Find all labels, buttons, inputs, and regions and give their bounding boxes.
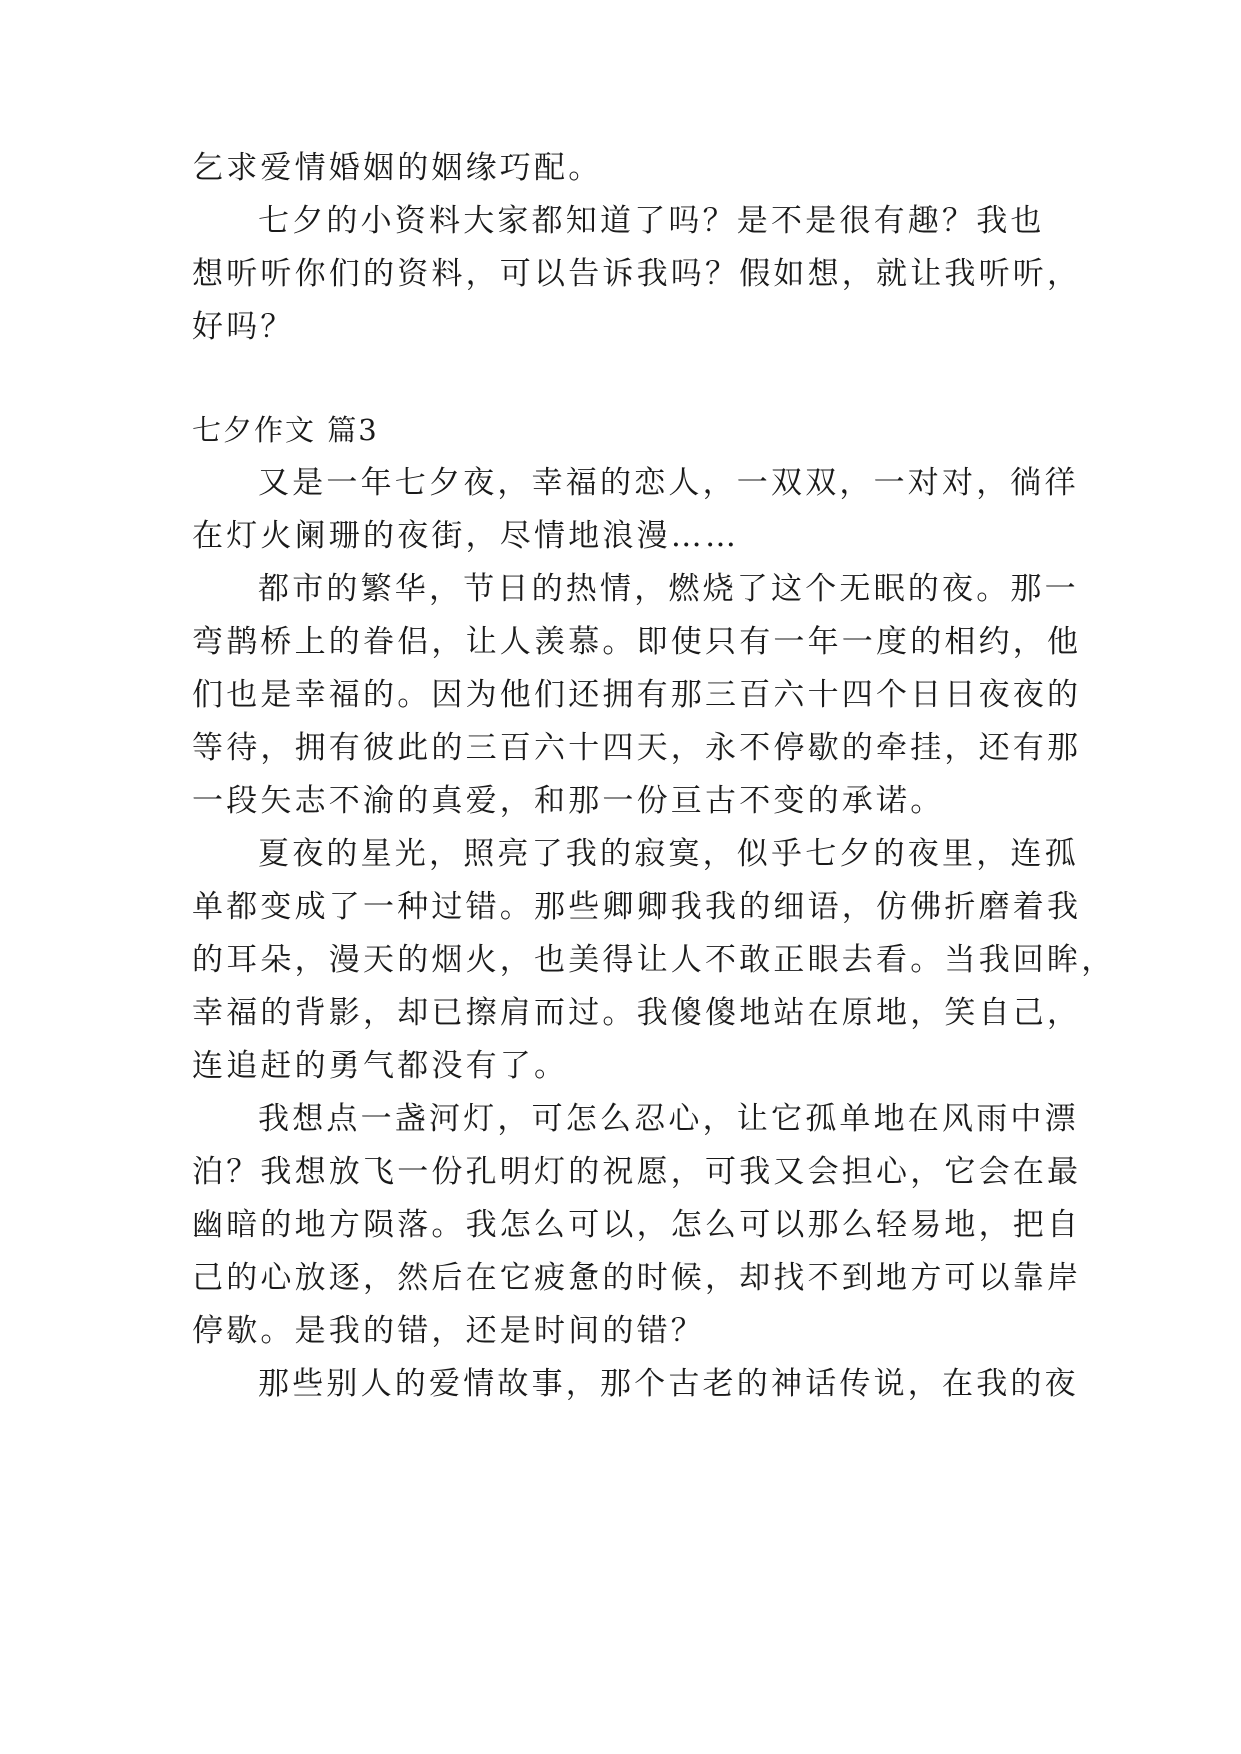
body-text-line: 夏夜的星光，照亮了我的寂寞，似乎七夕的夜里，连孤 (258, 836, 1079, 872)
body-text-line: 那些别人的爱情故事，那个古老的神话传说，在我的夜 (258, 1366, 1079, 1402)
body-text-line: 的耳朵，漫天的烟火，也美得让人不敢正眼去看。当我回眸， (192, 942, 1116, 978)
body-text-line: 幽暗的地方陨落。我怎么可以，怎么可以那么轻易地，把自 (192, 1207, 1082, 1243)
body-text-line: 停歇。是我的错，还是时间的错？ (192, 1313, 705, 1349)
body-text-line: 七夕的小资料大家都知道了吗？是不是很有趣？我也 (258, 203, 1045, 239)
body-text-line: 单都变成了一种过错。那些卿卿我我的细语，仿佛折磨着我 (192, 889, 1082, 925)
body-text-line: 我想点一盏河灯，可怎么忍心，让它孤单地在风雨中漂 (258, 1101, 1079, 1137)
body-text-line: 想听听你们的资料，可以告诉我吗？假如想，就让我听听， (192, 256, 1082, 292)
body-text-line: 弯鹊桥上的眷侣，让人羡慕。即使只有一年一度的相约，他 (192, 624, 1082, 660)
body-text-line: 连追赶的勇气都没有了。 (192, 1048, 569, 1084)
section-title: 七夕作文 篇3 (192, 413, 379, 447)
body-text-line: 好吗？ (192, 309, 295, 345)
body-text-line: 幸福的背影，却已擦肩而过。我傻傻地站在原地，笑自己， (192, 995, 1082, 1031)
body-text-line: 都市的繁华，节日的热情，燃烧了这个无眠的夜。那一 (258, 571, 1079, 607)
body-text-line: 己的心放逐，然后在它疲惫的时候，却找不到地方可以靠岸 (192, 1260, 1082, 1296)
body-text-line: 一段矢志不渝的真爱，和那一份亘古不变的承诺。 (192, 783, 945, 819)
body-text-line: 等待，拥有彼此的三百六十四天，永不停歇的牵挂，还有那 (192, 730, 1082, 766)
body-text-line: 乞求爱情婚姻的姻缘巧配。 (192, 150, 603, 186)
body-text-line: 又是一年七夕夜，幸福的恋人，一双双，一对对，徜徉 (258, 465, 1079, 501)
body-text-line: 在灯火阑珊的夜街，尽情地浪漫…… (192, 518, 740, 554)
body-text-line: 泊？我想放飞一份孔明灯的祝愿，可我又会担心，它会在最 (192, 1154, 1082, 1190)
body-text-line: 们也是幸福的。因为他们还拥有那三百六十四个日日夜夜的 (192, 677, 1082, 713)
